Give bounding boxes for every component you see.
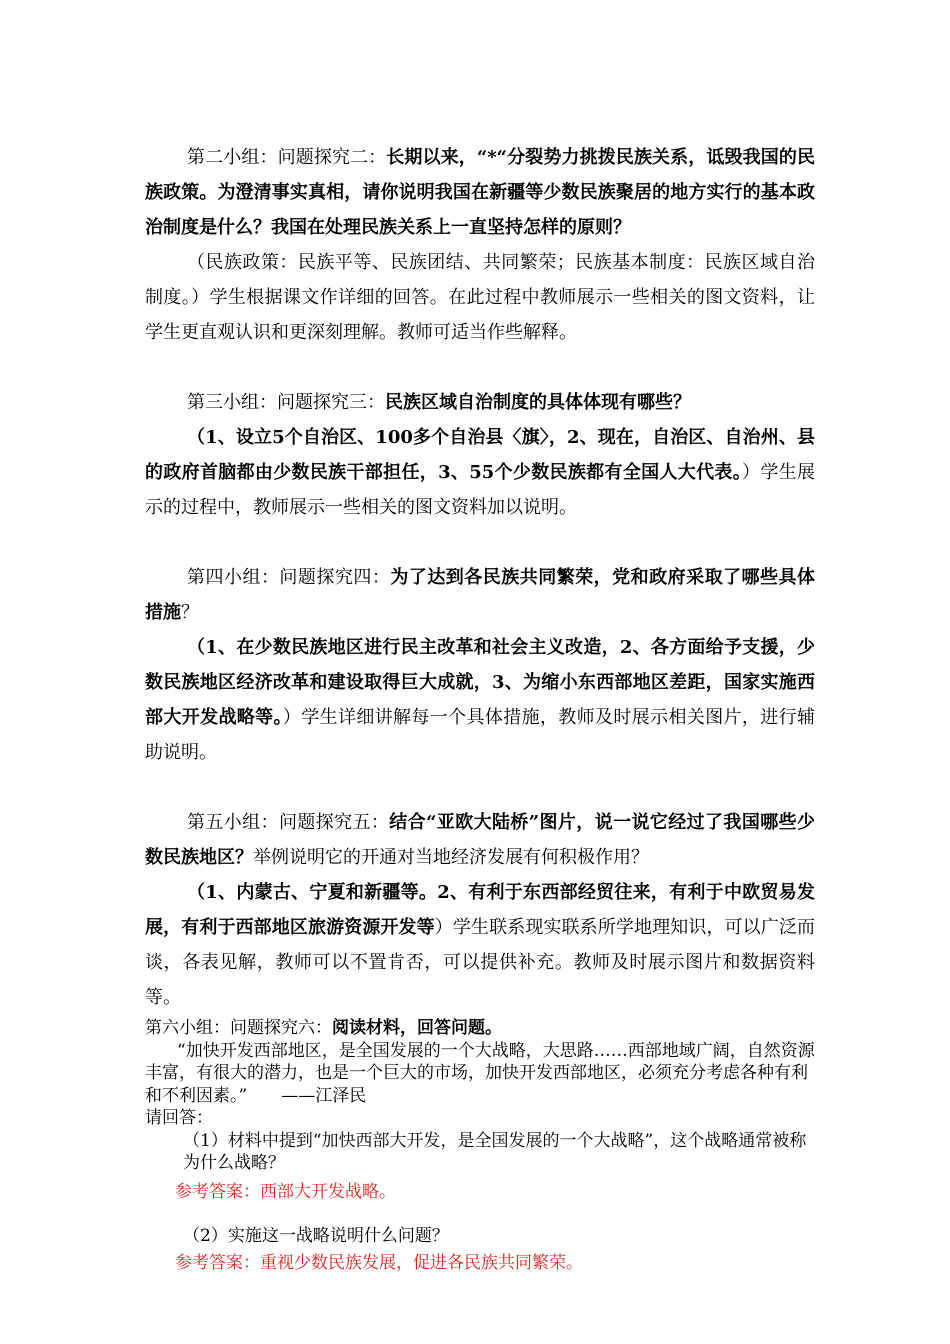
section-5-answer-rest: ）学生联系现实联系所学地理知识，可以广泛而谈，各表见解，教师可以不置肯否，可以提供补充。教师及时展示图片和数据资料等。 [145,917,816,1008]
section-2-question [145,140,815,245]
section-3-answer-bold: （1、设立5个自治区、100多个自治县〈旗〉，2、现在，自治区、自治州、县的政府首脑都由少数民族干部担任，3、55个少数民族都有全国人大代表。 [145,427,815,483]
section-3-question-text: 民族区域自治制度的具体体现有哪些？ [385,392,691,413]
section-5-question [145,805,815,875]
section-3-answer-rest: ）学生展示的过程中，教师展示一些相关的图文资料加以说明。 [145,462,815,518]
section-5-answer [145,875,815,1015]
section-4-label: 第四小组：问题探究四： [187,567,391,588]
section-4-answer [145,630,815,770]
section-3-answer [145,420,815,525]
section-6-q2: （2）实施这一战略说明什么问题？ [183,1226,449,1246]
section-6-q1: （1）材料中提到“加快西部大开发，是全国发展的一个大战略”，这个战略通常被称为什么战略？ [183,1130,807,1173]
section-5-question-rest: 举例说明它的开通对当地经济发展有何积极作用？ [253,847,649,868]
section-6-question [145,1017,815,1040]
document-page [145,140,815,1274]
section-2-question-text: 长期以来，“*“分裂势力挑拨民族关系，诋毁我国的民族政策。为澄清事实真相，请你说明我国在新疆等少数民族聚居的地方实行的基本政治制度是什么？我国在处理民族关系上一直坚持怎样的原则？ [145,147,815,238]
section-5-answer-bold: （1、内蒙古、宁夏和新疆等。2、有利于东西部经贸往来，有利于中欧贸易发展，有利于西部地区旅游资源开发等 [145,882,815,938]
section-6-a2: 参考答案：重视少数民族发展，促进各民族共同繁荣。 [175,1252,583,1273]
section-5-label: 第五小组：问题探究五： [187,812,390,833]
section-2-answer: （民族政策：民族平等、民族团结、共同繁荣；民族基本制度：民族区域自治制度。）学生根据课文作详细的回答。在此过程中教师展示一些相关的图文资料，让学生更直观认识和更深刻理解。教师可适当作些解释。 [145,252,815,343]
section-6-quote: “加快开发西部地区，是全国发展的一个大战略，大思路……西部地域广阔，自然资源丰富，有很大的潜力，也是一个巨大的市场，加快开发西部地区，必须充分考虑各种有利和不利因素。” ——江泽民 [145,1040,815,1106]
section-6-question-text: 阅读材料，回答问题。 [332,1018,502,1038]
section-3-question [145,385,815,420]
section-5-question-text: 结合“亚欧大陆桥”图片，说一说它经过了我国哪些少数民族地区？ [145,812,815,868]
section-2-label: 第二小组：问题探究二： [187,147,387,168]
section-4-answer-bold: （1、在少数民族地区进行民主改革和社会主义改造，2、各方面给予支援，少数民族地区经济改革和建设取得巨大成就，3、为缩小东西部地区差距，国家实施西部大开发战略等。 [145,637,815,728]
section-4-question [145,560,815,630]
section-4-question-text: 为了达到各民族共同繁荣，党和政府采取了哪些具体措施 [145,567,816,623]
section-4-answer-rest: ）学生详细讲解每一个具体措施，教师及时展示相关图片，进行辅助说明。 [145,707,815,763]
section-4-question-end: ？ [181,602,199,623]
section-6-a1: 参考答案：西部大开发战略。 [175,1181,396,1202]
section-6-label: 第六小组：问题探究六： [145,1018,332,1038]
section-6-prompt: 请回答： [145,1108,213,1128]
section-3-label: 第三小组：问题探究三： [187,392,385,413]
